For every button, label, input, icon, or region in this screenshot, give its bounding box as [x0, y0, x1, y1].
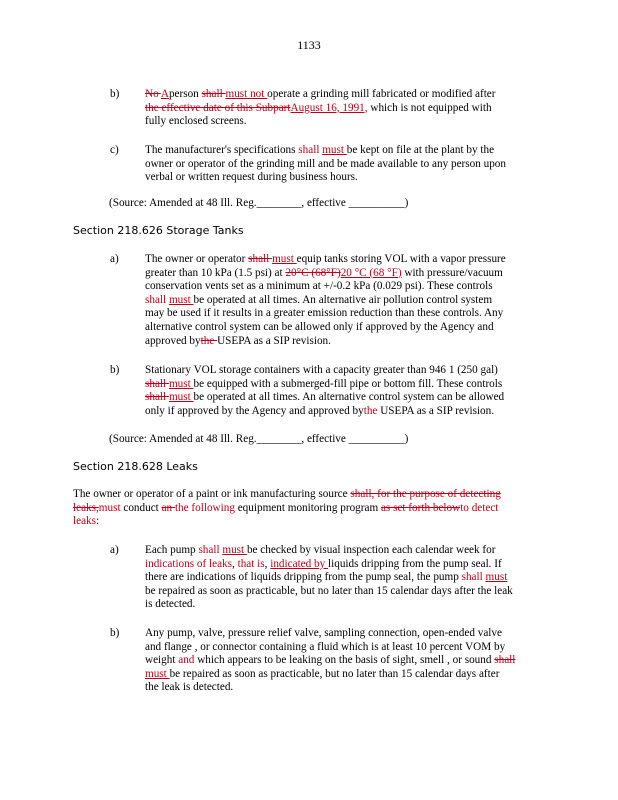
highlighted-text: and	[178, 654, 198, 667]
highlighted-text: leaks	[73, 515, 96, 528]
text-run: )	[404, 197, 409, 209]
text-run: there are indications of liquids dripping from the pump seal, the pump	[145, 571, 462, 584]
blank-line: ________	[256, 197, 302, 209]
text-run: equip tanks storing VOL with a vapor pressure	[296, 253, 506, 265]
text-run: operate a grinding mill fabricated or modified after	[267, 88, 496, 100]
deleted-text: shall	[248, 253, 273, 265]
text-line: the leak is detected.	[145, 681, 234, 694]
item-label: b)	[110, 364, 120, 376]
text-run: be repaired as soon as practicable, but no later than 15 calendar days after	[169, 667, 500, 680]
blank-line: __________	[348, 433, 405, 445]
item-label: a)	[110, 544, 119, 556]
item-text	[145, 364, 504, 418]
inserted-text: must	[272, 253, 297, 265]
section-intro	[73, 488, 501, 529]
deleted-text: an	[161, 501, 175, 514]
highlighted-text: shall	[461, 571, 486, 584]
text-run: The owner or operator	[145, 253, 249, 265]
inserted-text: must	[168, 377, 194, 390]
text-run: , effective	[301, 197, 349, 209]
text-line: alternative control system can be allowed only if approved by the Agency and	[145, 320, 494, 333]
blank-line: ________	[256, 433, 302, 445]
text-run: be operated at all times. An alternative air pollution control system	[193, 293, 493, 306]
item-label: c)	[110, 144, 119, 156]
inserted-text: must not	[225, 88, 268, 100]
text-line: is detected.	[145, 598, 196, 611]
text-run: :	[96, 515, 100, 528]
inserted-text: must	[145, 667, 170, 680]
highlighted-text: must	[98, 501, 121, 514]
source-note	[109, 433, 408, 447]
deleted-text: shall	[145, 391, 169, 404]
text-run: )	[404, 433, 409, 445]
item-text	[145, 627, 515, 695]
item-text	[145, 144, 506, 185]
text-run: be equipped with a submerged-fill pipe or bottom fill. These controls	[193, 377, 503, 390]
inserted-text: must	[168, 391, 194, 404]
deleted-text: the	[200, 334, 218, 347]
page-number: 1133	[297, 38, 321, 52]
text-line: fully enclosed screens.	[145, 115, 247, 128]
deleted-text: shall	[494, 654, 516, 667]
text-run: weight	[145, 654, 179, 667]
text-run: be checked by visual inspection each calendar week for	[246, 544, 496, 556]
text-line: Stationary VOL storage containers with a capacity greater than 946 1 (250 gal)	[145, 364, 498, 376]
text-run: which is not equipped with	[367, 101, 492, 114]
highlighted-text: shall	[298, 144, 323, 156]
text-run: The manufacturer's specifications	[145, 144, 299, 156]
section-heading-leaks: Section 218.628 Leaks	[73, 460, 198, 473]
text-line: may be used if it results in a greater emission reduction than these controls. Any	[145, 307, 504, 320]
deleted-text: as set forth below	[380, 501, 461, 514]
text-run: (Source: Amended at 48 Ill. Reg.	[109, 197, 257, 209]
deleted-text: shall	[145, 377, 169, 390]
inserted-text: must	[168, 293, 194, 306]
text-run: conduct	[120, 501, 162, 514]
item-text	[145, 544, 513, 612]
item-label: b)	[110, 627, 120, 639]
highlighted-text: shall	[145, 293, 169, 306]
highlighted-text: indications of leaks	[145, 557, 232, 570]
deleted-text: shall, for the purpose of detecting	[350, 488, 501, 500]
inserted-text: must	[485, 571, 508, 584]
text-run: with pressure/vacuum	[401, 266, 503, 279]
text-run: approved by	[145, 334, 201, 347]
text-line: owner or operator of the grinding mill and be made available to any person upon	[145, 157, 506, 170]
deleted-text: the effective date of this Subpart	[145, 101, 291, 114]
text-run: greater than 10 kPa (1.5 psi) at	[145, 266, 286, 279]
section-heading-storage-tanks: Section 218.626 Storage Tanks	[73, 224, 244, 237]
text-run: USEPA as a SIP revision.	[217, 334, 331, 347]
deleted-text: shall	[201, 88, 226, 100]
text-run: only if approved by the Agency and approved by	[145, 404, 364, 417]
text-line: verbal or written request during business hours.	[145, 171, 358, 184]
text-run: be operated at all times. An alternative control system can be allowed	[193, 391, 505, 404]
inserted-text: 20 °C (68 °F)	[340, 266, 402, 279]
highlighted-text: to detect	[460, 501, 499, 514]
text-run: (Source: Amended at 48 Ill. Reg.	[109, 433, 257, 445]
inserted-text: must	[322, 144, 347, 156]
inserted-text: August 16, 1991,	[290, 101, 368, 114]
text-run: liquids dripping from the pump seal. If	[328, 557, 502, 570]
text-run: ,	[232, 557, 238, 570]
blank-line: __________	[348, 197, 405, 209]
deleted-text: No	[145, 88, 161, 100]
text-line: be repaired as soon as practicable, but no later than 15 calendar days after the leak	[145, 584, 513, 597]
text-run: person	[168, 88, 202, 100]
deleted-text: 20°C (68°F)	[285, 266, 341, 279]
highlighted-text: the following	[174, 501, 235, 514]
text-run: equipment monitoring program	[234, 501, 381, 514]
text-run: The owner or operator of a paint or ink manufacturing source	[73, 488, 351, 500]
text-run: ,	[264, 557, 271, 570]
text-line: and flange , or connector containing a fluid which is at least 10 percent VOM by	[145, 640, 506, 653]
highlighted-text: that is	[237, 557, 265, 570]
item-text	[145, 253, 506, 348]
text-run: USEPA as a SIP revision.	[380, 404, 495, 417]
text-line: conservation vents set as a minimum at +/-0.2 kPa (0.029 psi). These controls	[145, 280, 493, 293]
highlighted-text: the	[363, 404, 381, 417]
text-run: , effective	[301, 433, 349, 445]
item-label: a)	[110, 253, 119, 265]
inserted-text: A	[160, 88, 169, 100]
inserted-text: indicated by	[270, 557, 329, 570]
deleted-text: leaks,	[73, 501, 99, 514]
text-run: Each pump	[145, 544, 199, 556]
source-note	[109, 197, 408, 211]
inserted-text: must	[222, 544, 247, 556]
item-label: b)	[110, 88, 120, 100]
item-text	[145, 88, 496, 129]
text-line: Any pump, valve, pressure relief valve, sampling connection, open-ended valve	[145, 627, 502, 639]
text-run: be kept on file at the plant by the	[346, 144, 495, 156]
highlighted-text: shall	[198, 544, 223, 556]
text-run: which appears to be leaking on the basis of sight, smell , or sound	[197, 654, 495, 667]
